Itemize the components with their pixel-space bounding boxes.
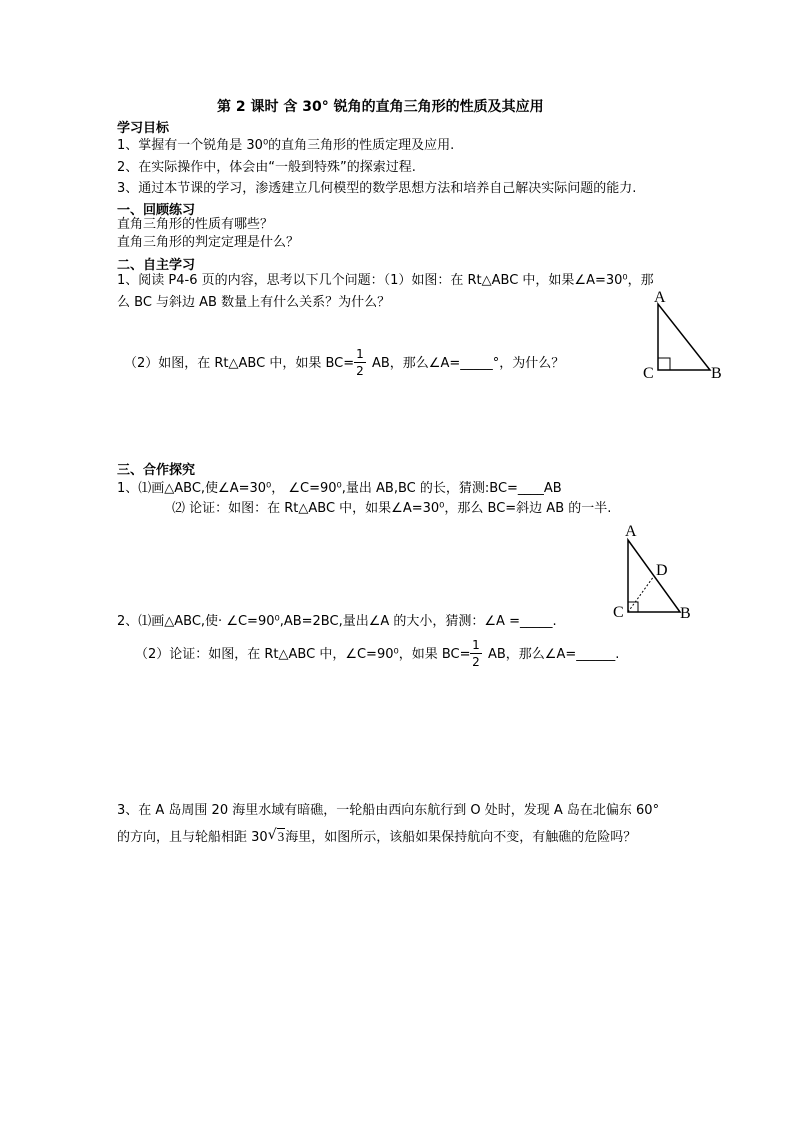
problem-text: AB，那么∠A=______.: [488, 647, 620, 662]
problem-text-part: 的方向，且与轮船相距 30: [117, 830, 268, 845]
question-text: 么 BC 与斜边 AB 数量上有什么关系？为什么？: [117, 295, 391, 310]
review-item: 直角三角形的性质有哪些？: [117, 217, 274, 232]
right-angle-mark: [658, 358, 670, 370]
vertex-label-b: B: [711, 365, 722, 382]
problem-text-part: 海里，如图所示，该船如果保持航向不变，有触礁的危险吗？: [285, 830, 637, 845]
review-item: 直角三角形的判定定理是什么？: [117, 235, 300, 250]
objectives-heading: 学习目标: [117, 121, 170, 136]
radicand: 3: [277, 829, 285, 844]
problem-text: （2）论证：如图，在 Rt△ABC 中，∠C=90⁰，如果 BC=: [135, 647, 471, 662]
vertex-label-b: B: [680, 605, 691, 622]
self-study-heading: 二、自主学习: [117, 258, 196, 273]
fraction-numerator: 1: [356, 347, 364, 361]
radical-icon: √: [267, 827, 277, 843]
objective-item: 1、掌握有一个锐角是 30⁰的直角三角形的性质定理及应用.: [117, 138, 455, 153]
problem-text: 3、在 A 岛周围 20 海里水域有暗礁，一轮船由西向东航行到 O 处时，发现 A 岛在北偏东 60°: [117, 803, 660, 818]
question-text: 1、阅读 P4-6 页的内容，思考以下几个问题：（1）如图：在 Rt△ABC 中，如果∠A=30⁰，那: [117, 273, 654, 288]
median-cd: [628, 576, 654, 612]
fraction-one-half: [354, 347, 366, 378]
page-title: 第 2 课时 含 30° 锐角的直角三角形的性质及其应用: [217, 99, 544, 115]
right-angle-mark: [628, 602, 638, 612]
question-text: AB，那么∠A=_____°，为什么？: [372, 356, 565, 371]
fraction-denominator: 2: [472, 655, 480, 669]
vertex-label-a: A: [625, 523, 637, 540]
vertex-label-c: C: [613, 604, 624, 621]
objective-item: 2、在实际操作中，体会由“一般到特殊”的探索过程.: [117, 160, 416, 175]
fraction-bar: [354, 362, 366, 363]
problem-text: [117, 828, 636, 847]
fraction-numerator: 1: [472, 638, 480, 652]
problem-text: ⑵ 论证：如图：在 Rt△ABC 中，如果∠A=30⁰，那么 BC=斜边 AB 的一半.: [172, 501, 612, 516]
review-heading: 一、回顾练习: [117, 203, 196, 218]
cooperation-heading: 三、合作探究: [117, 463, 196, 478]
square-root: [268, 828, 286, 847]
point-label-d: D: [656, 562, 668, 579]
triangle-shape: [658, 304, 710, 370]
problem-text: 1、⑴画△ABC,使∠A=30⁰， ∠C=90⁰,量出 AB,BC 的长，猜测:BC=____AB: [117, 481, 562, 496]
fraction-one-half: [470, 638, 482, 669]
fraction-denominator: 2: [356, 364, 364, 378]
fraction-bar: [470, 653, 482, 654]
question-text: （2）如图，在 Rt△ABC 中，如果 BC=: [124, 356, 355, 371]
problem-text: 2、⑴画△ABC,使· ∠C=90⁰,AB=2BC,量出∠A 的大小，猜测：∠A =_____.: [117, 614, 557, 629]
vertex-label-a: A: [654, 289, 666, 306]
objective-item: 3、通过本节课的学习，渗透建立几何模型的数学思想方法和培养自己解决实际问题的能力.: [117, 181, 637, 196]
vertex-label-c: C: [643, 365, 654, 382]
